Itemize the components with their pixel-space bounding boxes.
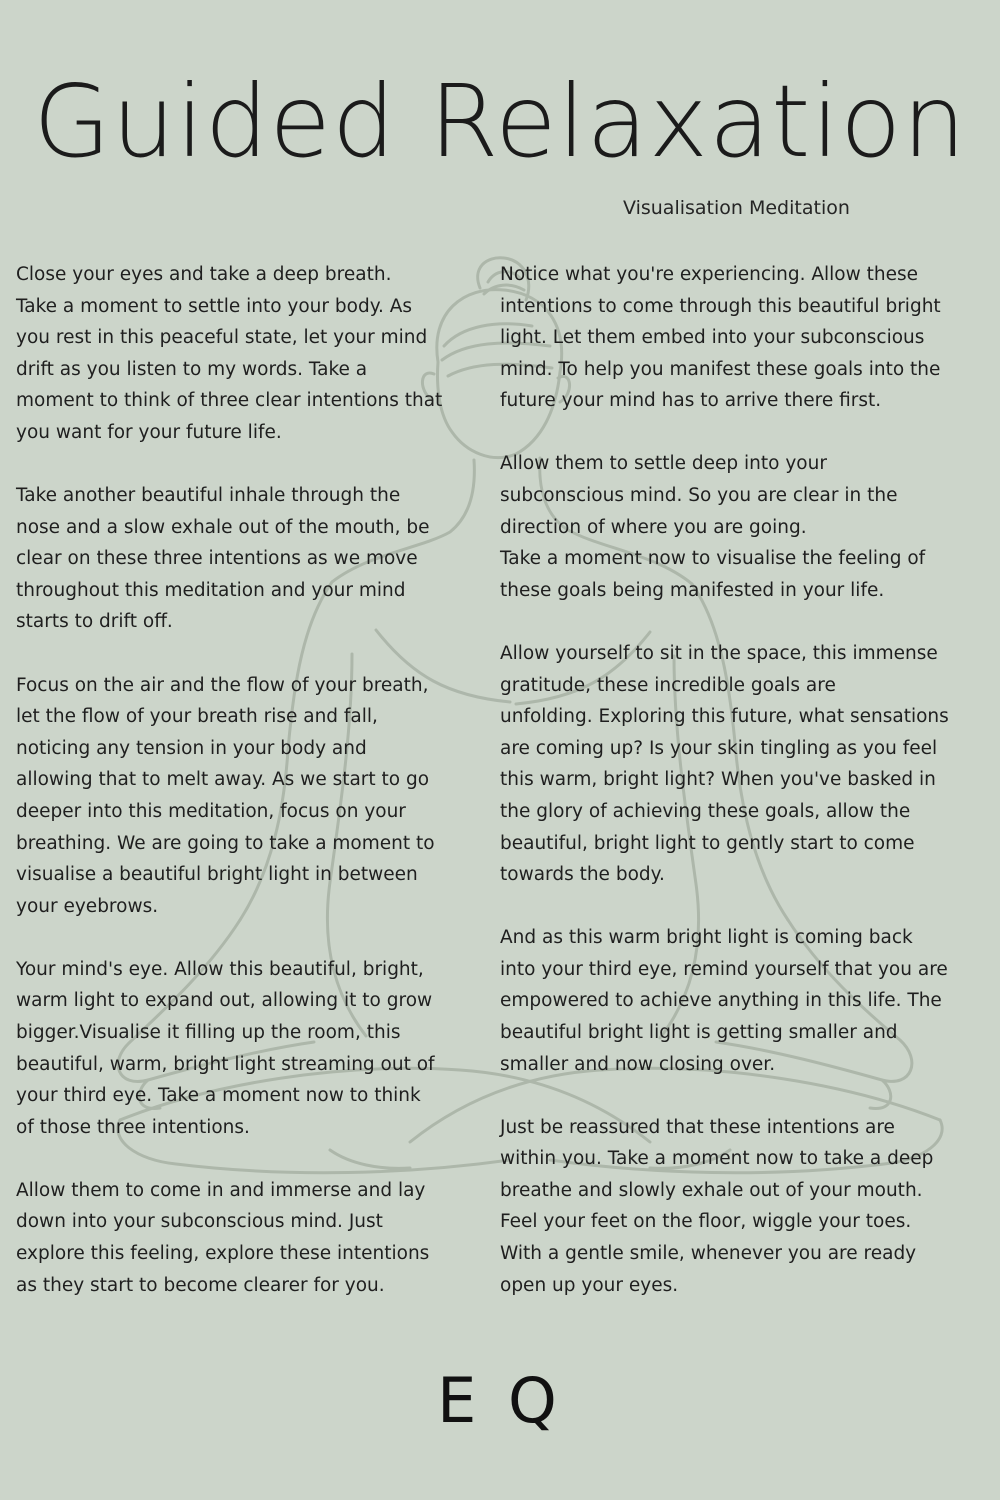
right-paragraph-3: Allow yourself to sit in the space, this immense gratitude, these incredible goals are unfolding. Exploring this future, what sensations are coming up? Is your skin tingling as you feel this warm, bright light? When you've basked in the glory of achieving these goals, allow the beautiful, bright light to gently start to come towards the body. bbox=[500, 642, 949, 886]
eq-logo-text: E Q bbox=[437, 1364, 563, 1437]
page-title: Guided Relaxation bbox=[33, 63, 967, 180]
right-text-column bbox=[500, 259, 990, 1333]
left-paragraph-3: Focus on the air and the flow of your breath, let the flow of your breath rise and fall, noticing any tension in your body and allowing that to melt away. As we start to go deeper into this meditation, focus on your breathing. We are going to take a moment to visualise a beautiful bright light in between your eyebrows. bbox=[16, 674, 435, 917]
left-paragraph-2: Take another beautiful inhale through the nose and a slow exhale out of the mouth, be clear on these three intentions as we move throughout this meditation and your mind starts to drift off. bbox=[16, 485, 430, 633]
right-paragraph-1: Notice what you're experiencing. Allow these intentions to come through this beautiful bright light. Let them embed into your subconscious mind. To help you manifest these goals into the future your mind has to arrive there first. bbox=[500, 264, 941, 412]
right-paragraph-4: And as this warm bright light is coming back into your third eye, remind yourself that you are empowered to achieve anything in this life. The beautiful bright light is getting smaller and smaller and now closing over. bbox=[500, 927, 948, 1075]
right-paragraph-2: Allow them to settle deep into your subconscious mind. So you are clear in the direction of where you are going. Take a moment now to visualise the feeling of these goals being manifested in your life. bbox=[500, 453, 926, 601]
left-text-column bbox=[16, 259, 476, 1333]
right-paragraph-5: Just be reassured that these intentions are within you. Take a moment now to take a deep breathe and slowly exhale out of your mouth. Feel your feet on the floor, wiggle your toes. With a gentle smile, whenever you are ready open up your eyes. bbox=[500, 1116, 934, 1296]
left-paragraph-1: Close your eyes and take a deep breath. Take a moment to settle into your body. As you rest in this peaceful state, let your mind drift as you listen to my words. Take a moment to think of three clear intentions that you want for your future life. bbox=[16, 264, 443, 443]
left-paragraph-4: Your mind's eye. Allow this beautiful, bright, warm light to expand out, allowing it to grow bigger.Visualise it filling up the room, this beautiful, warm, bright light streaming out of your third eye. Take a moment now to think of those three intentions. bbox=[16, 958, 435, 1138]
left-paragraph-5: Allow them to come in and immerse and lay down into your subconscious mind. Just explore this feeling, explore these intentions as they start to become clearer for you. bbox=[16, 1179, 430, 1296]
page-subtitle: Visualisation Meditation bbox=[623, 197, 850, 219]
